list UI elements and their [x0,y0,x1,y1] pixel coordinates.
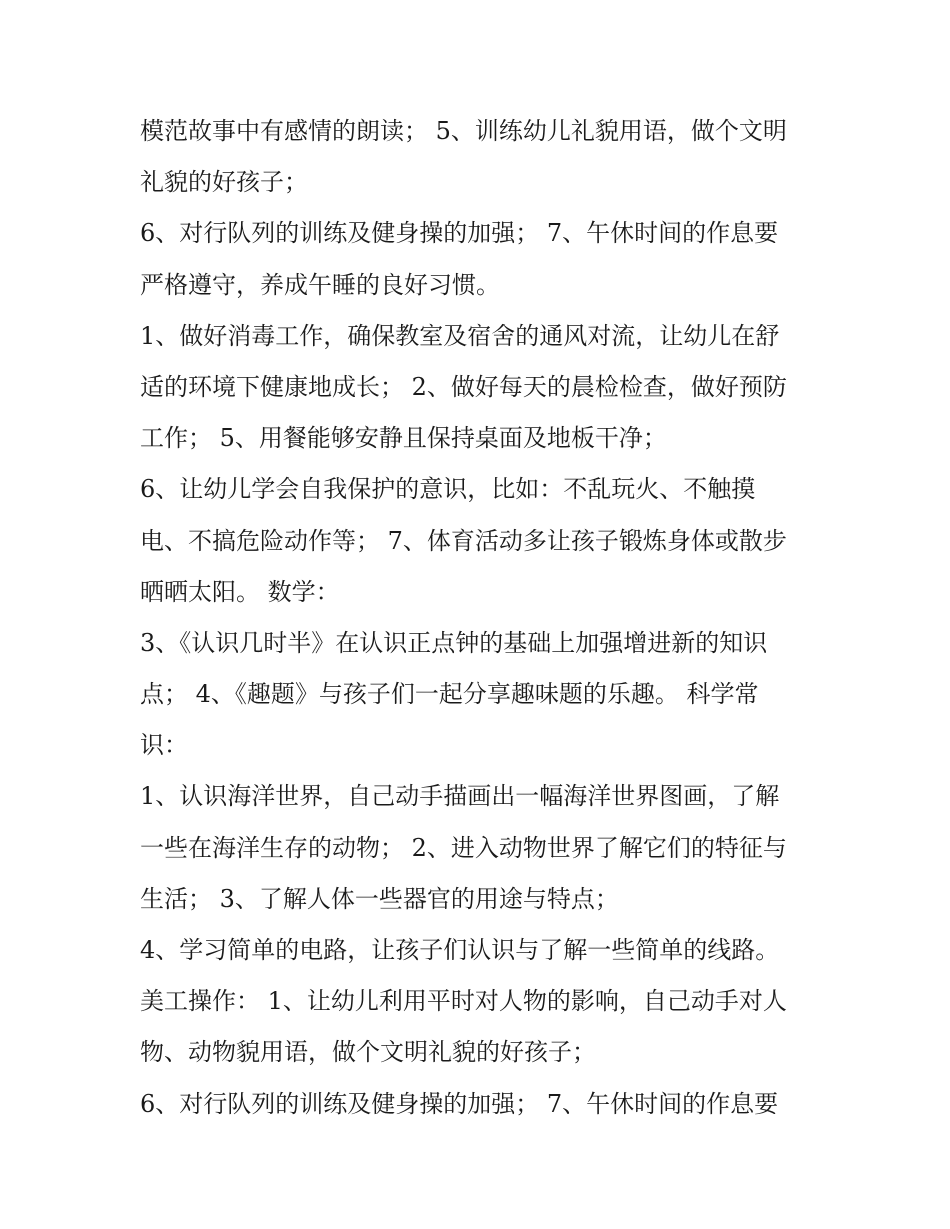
text-line: 3、《认识几时半》在认识正点钟的基础上加强增进新的知识 [140,628,768,657]
text-line: 1、认识海洋世界，自己动手描画出一幅海洋世界图画，了解 [140,782,780,811]
text-line: 礼貌的好孩子； [140,168,308,197]
text-line: 识： [140,731,188,760]
text-line: 工作； 5、用餐能够安静且保持桌面及地板干净； [140,424,667,453]
body-text [140,106,820,1130]
text-line: 1、做好消毒工作，确保教室及宿舍的通风对流，让幼儿在舒 [140,321,780,350]
text-line: 点； 4、《趣题》与孩子们一起分享趣味题的乐趣。 科学常 [140,680,759,709]
text-line: 6、对行队列的训练及健身操的加强； 7、午休时间的作息要 [140,219,779,248]
text-line: 一些在海洋生存的动物； 2、进入动物世界了解它们的特征与 [140,833,787,862]
text-line: 严格遵守，养成午睡的良好习惯。 [140,270,500,299]
text-line: 4、学习简单的电路，让孩子们认识与了解一些简单的线路。 [140,936,780,964]
text-line: 模范故事中有感情的朗读； 5、训练幼儿礼貌用语，做个文明 [140,117,787,145]
text-line: 6、让幼儿学会自我保护的意识，比如：不乱玩火、不触摸 [140,475,756,504]
text-line: 生活； 3、了解人体一些器官的用途与特点； [140,884,619,913]
text-line: 晒晒太阳。 数学： [140,577,340,606]
text-line: 物、动物貌用语，做个文明礼貌的好孩子； [140,1038,596,1067]
text-line: 6、对行队列的训练及健身操的加强； 7、午休时间的作息要 [140,1089,779,1118]
text-line: 适的环境下健康地成长； 2、做好每天的晨检检查，做好预防 [140,372,787,401]
text-line: 美工操作： 1、让幼儿利用平时对人物的影响，自己动手对人 [140,987,787,1016]
text-line: 电、不搞危险动作等； 7、体育活动多让孩子锻炼身体或散步 [140,526,787,555]
